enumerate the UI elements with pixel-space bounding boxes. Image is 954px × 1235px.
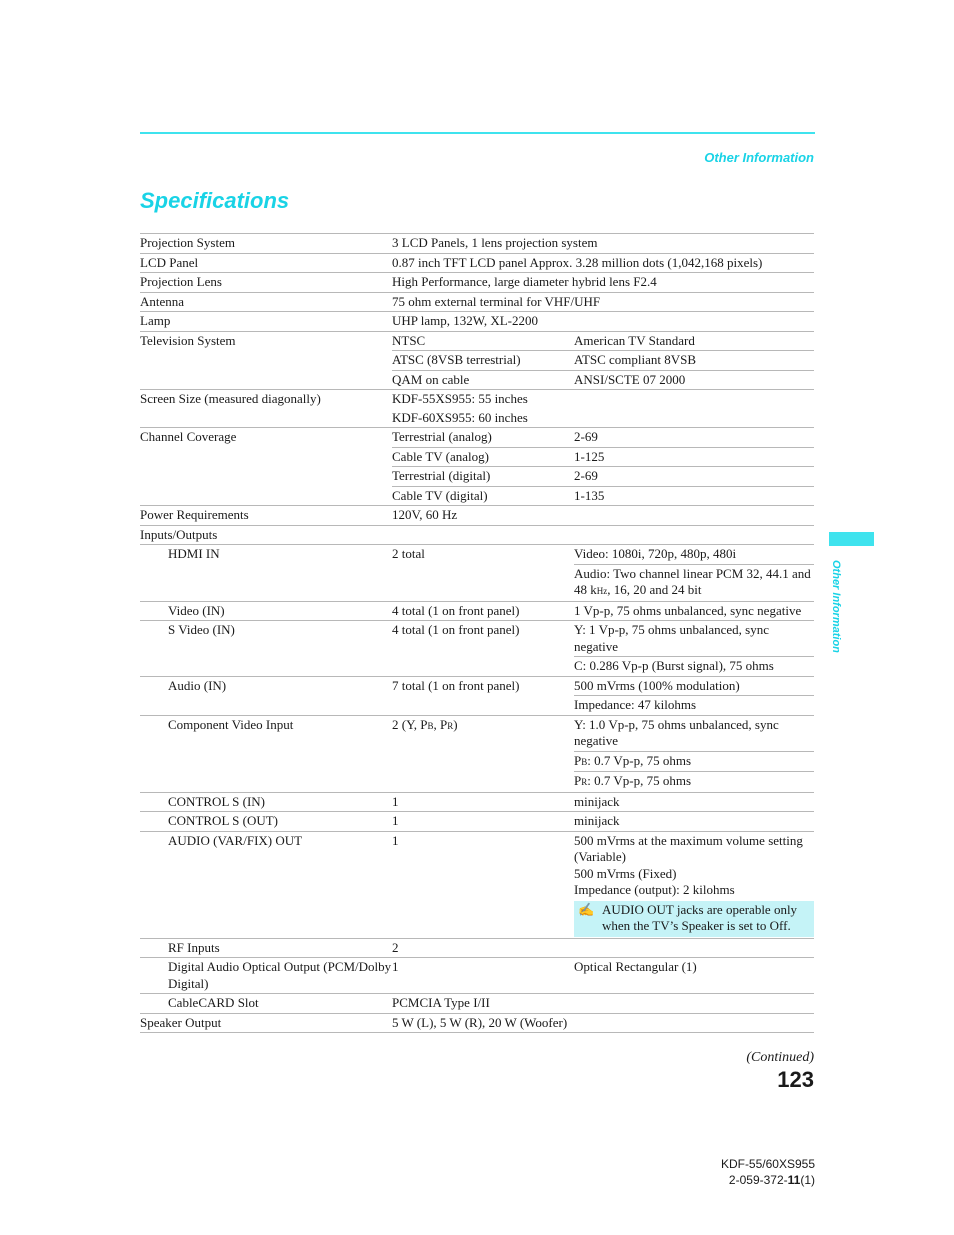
spec-row <box>140 292 814 312</box>
spec-value: 5 W (L), 5 W (R), 20 W (Woofer) <box>392 1013 814 1033</box>
spec-value: 120V, 60 Hz <box>392 506 814 526</box>
spec-value: QAM on cable <box>392 370 574 390</box>
spec-detail: 2-69 <box>574 467 814 487</box>
spec-label: Audio (IN) <box>140 676 392 715</box>
spec-detail: Y: 1.0 Vp-p, 75 ohms unbalanced, sync negative <box>574 715 814 751</box>
spec-row <box>140 253 814 273</box>
spec-detail: Optical Rectangular (1) <box>574 958 814 994</box>
specifications-table <box>140 233 814 1033</box>
spec-detail <box>574 831 814 938</box>
spec-value: 1 <box>392 792 574 812</box>
hdmi-audio-a: Audio: Two channel linear PCM 32, 44.1 and 48 k <box>574 565 811 597</box>
spec-row <box>140 525 814 545</box>
spec-value: PCMCIA Type I/II <box>392 994 814 1014</box>
hdmi-audio-b: , 16, 20 and 24 bit <box>607 582 702 597</box>
spec-detail: ANSI/SCTE 07 2000 <box>574 370 814 390</box>
spec-row <box>140 938 814 958</box>
spec-label: CONTROL S (IN) <box>140 792 392 812</box>
model-info <box>721 1156 815 1188</box>
spec-label: Screen Size (measured diagonally) <box>140 390 392 428</box>
spec-row <box>140 812 814 832</box>
pb-letter: P <box>574 752 582 768</box>
spec-label: Television System <box>140 331 392 390</box>
spec-value: 4 total (1 on front panel) <box>392 621 574 677</box>
pr-value: : 0.7 Vp-p, 75 ohms <box>587 773 692 788</box>
spec-label: Inputs/Outputs <box>140 525 392 545</box>
spec-detail: 1 Vp-p, 75 ohms unbalanced, sync negative <box>574 601 814 621</box>
spec-detail: 1-135 <box>574 486 814 506</box>
component-count-a: 2 (Y, P <box>392 716 428 732</box>
side-tab-text: Other Information <box>830 560 842 653</box>
spec-row <box>140 1013 814 1033</box>
spec-row <box>140 831 814 938</box>
pr-letter: P <box>574 773 582 788</box>
spec-row <box>140 331 814 351</box>
spec-value: 7 total (1 on front panel) <box>392 676 574 715</box>
spec-label: Component Video Input <box>140 715 392 792</box>
spec-label: CONTROL S (OUT) <box>140 812 392 832</box>
spec-detail <box>574 751 814 772</box>
spec-value: KDF-60XS955: 60 inches <box>392 409 528 425</box>
spec-detail: ATSC compliant 8VSB <box>574 351 814 371</box>
part-number <box>721 1172 815 1188</box>
spec-label: Digital Audio Optical Output (PCM/Dolby Digital) <box>140 958 392 994</box>
spec-detail: minijack <box>574 812 814 832</box>
spec-label: Projection Lens <box>140 273 392 293</box>
spec-detail: 500 mVrms (100% modulation) <box>574 676 814 696</box>
spec-value: Terrestrial (digital) <box>392 467 574 487</box>
component-count-d: R <box>447 720 454 731</box>
spec-detail <box>574 564 814 601</box>
spec-value: 3 LCD Panels, 1 lens projection system <box>392 234 814 254</box>
spec-value: 0.87 inch TFT LCD panel Approx. 3.28 million dots (1,042,168 pixels) <box>392 253 814 273</box>
spec-value: 1 <box>392 812 574 832</box>
note-text: AUDIO OUT jacks are operable only when the TV’s Speaker is set to Off. <box>602 901 798 933</box>
audio-out-fixed: 500 mVrms (Fixed) <box>574 865 677 881</box>
spec-detail <box>574 772 814 793</box>
spec-value: 4 total (1 on front panel) <box>392 601 574 621</box>
audio-out-impedance: Impedance (output): 2 kilohms <box>574 882 735 897</box>
part-c: (1) <box>800 1173 815 1187</box>
component-count-e: ) <box>453 716 458 732</box>
pb-sub: B <box>581 756 588 767</box>
spec-detail: Y: 1 Vp-p, 75 ohms unbalanced, sync negative <box>574 621 814 657</box>
component-count-c: , P <box>433 716 448 732</box>
spec-label: LCD Panel <box>140 253 392 273</box>
spec-detail: 1-125 <box>574 447 814 467</box>
spec-row <box>140 234 814 254</box>
audio-out-variable: 500 mVrms at the maximum volume setting (Variable) <box>574 832 803 864</box>
spec-row <box>140 676 814 696</box>
continued-label: (Continued) <box>746 1050 814 1065</box>
spec-detail: C: 0.286 Vp-p (Burst signal), 75 ohms <box>574 657 814 677</box>
spec-value: Terrestrial (analog) <box>392 428 574 448</box>
spec-row <box>140 545 814 565</box>
spec-row <box>140 506 814 526</box>
spec-value: 75 ohm external terminal for VHF/UHF <box>392 292 814 312</box>
spec-value: Cable TV (digital) <box>392 486 574 506</box>
spec-row <box>140 958 814 994</box>
spec-value: UHP lamp, 132W, XL-2200 <box>392 312 814 332</box>
page-title: Specifications <box>140 188 290 213</box>
spec-row <box>140 715 814 751</box>
empty-cell <box>574 525 814 545</box>
note-box <box>574 901 814 937</box>
page-number: 123 <box>777 1067 814 1092</box>
spec-label: Projection System <box>140 234 392 254</box>
side-tab-label <box>828 560 848 680</box>
spec-value: 1 <box>392 958 574 994</box>
spec-value: 2 total <box>392 545 574 602</box>
spec-value: 1 <box>392 831 574 938</box>
pencil-note-icon: ✍ <box>578 901 595 917</box>
component-count-b: B <box>427 720 434 731</box>
spec-label: Video (IN) <box>140 601 392 621</box>
spec-detail: 2-69 <box>574 428 814 448</box>
spec-detail: Video: 1080i, 720p, 480p, 480i <box>574 545 814 565</box>
model-number: KDF-55/60XS955 <box>720 1157 815 1171</box>
part-a: 2-059-372- <box>728 1173 788 1187</box>
spec-value: NTSC <box>392 331 574 351</box>
spec-detail: minijack <box>574 792 814 812</box>
spec-label: Antenna <box>140 292 392 312</box>
spec-value: KDF-55XS955: 55 inches <box>392 390 814 409</box>
pb-value: : 0.7 Vp-p, 75 ohms <box>587 752 692 768</box>
hdmi-audio-hz: Hz <box>596 586 608 596</box>
spec-label: RF Inputs <box>140 938 392 958</box>
spec-row <box>140 601 814 621</box>
empty-cell <box>574 938 814 958</box>
section-label: Other Information <box>704 150 814 165</box>
spec-row <box>140 390 814 409</box>
spec-label: AUDIO (VAR/FIX) OUT <box>140 831 392 938</box>
spec-row <box>140 621 814 657</box>
spec-label: Lamp <box>140 312 392 332</box>
pr-sub: R <box>581 777 588 787</box>
spec-label: S Video (IN) <box>140 621 392 677</box>
spec-label: Power Requirements <box>140 506 392 526</box>
spec-value <box>392 715 574 792</box>
spec-detail: Impedance: 47 kilohms <box>574 696 814 716</box>
empty-cell <box>392 525 574 545</box>
spec-row <box>140 792 814 812</box>
spec-label: CableCARD Slot <box>140 994 392 1014</box>
spec-value: High Performance, large diameter hybrid lens F2.4 <box>392 273 814 293</box>
spec-row <box>140 273 814 293</box>
header-rule <box>140 132 815 134</box>
spec-label: Channel Coverage <box>140 428 392 506</box>
spec-row <box>140 428 814 448</box>
spec-value: Cable TV (analog) <box>392 447 574 467</box>
spec-value: ATSC (8VSB terrestrial) <box>392 351 574 371</box>
spec-label: Speaker Output <box>140 1013 392 1033</box>
spec-row <box>140 312 814 332</box>
part-b: 11 <box>787 1173 801 1187</box>
spec-detail: American TV Standard <box>574 331 814 351</box>
spec-value: 2 <box>392 938 574 958</box>
side-tab-marker <box>829 532 874 546</box>
spec-row <box>140 994 814 1014</box>
spec-label: HDMI IN <box>140 545 392 602</box>
